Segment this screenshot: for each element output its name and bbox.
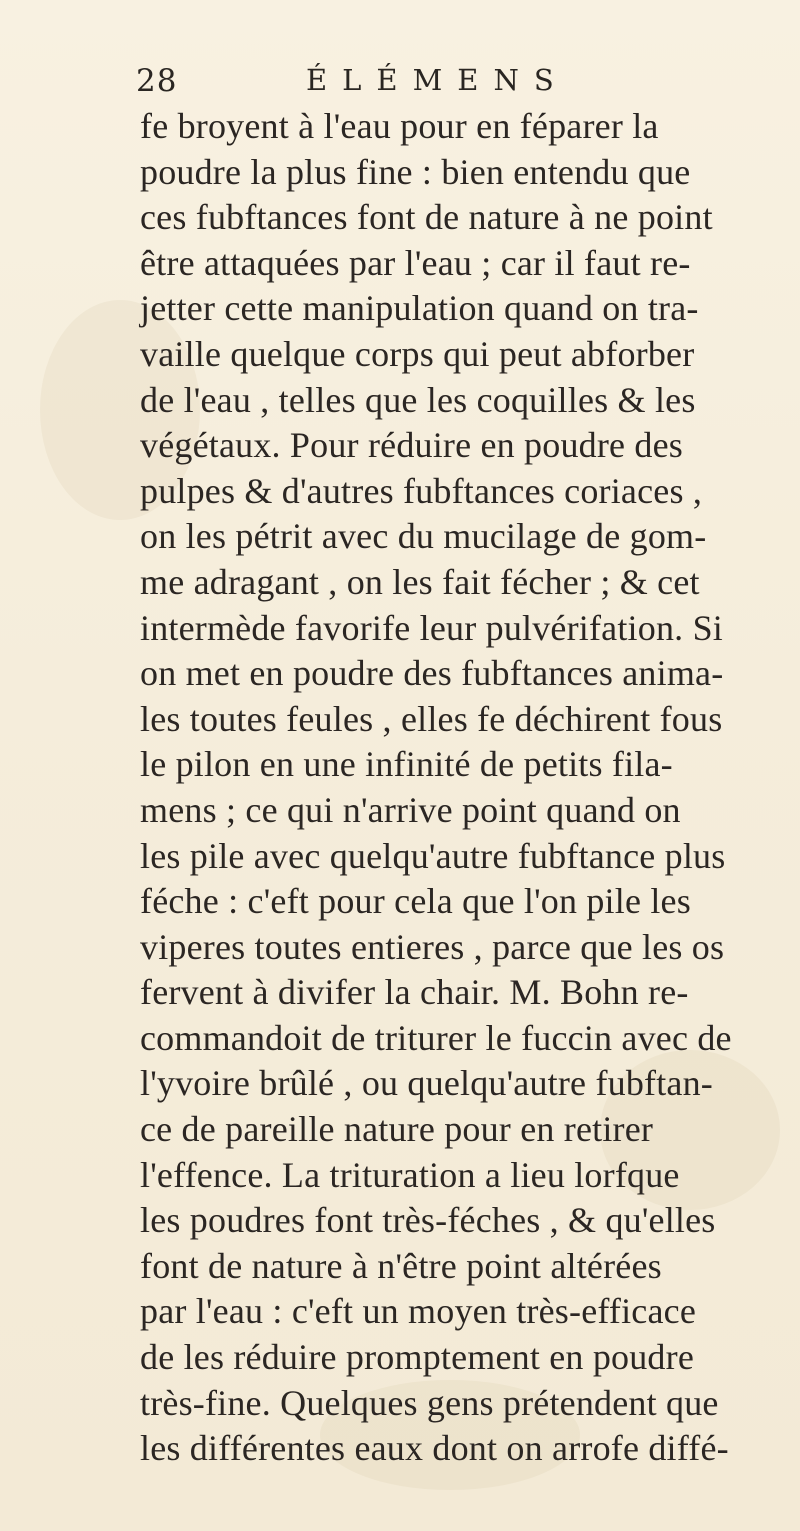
text-line: font de nature à n'être point altérées <box>140 1245 662 1286</box>
text-line: me adragant , on les fait fécher ; & cet <box>140 561 700 602</box>
text-line: être attaquées par l'eau ; car il faut re- <box>140 242 691 283</box>
text-line: le pilon en une infinité de petits fila- <box>140 744 673 785</box>
text-line: fervent à divifer la chair. M. Bohn re- <box>140 972 689 1013</box>
text-line: on met en poudre des fubftances anima- <box>140 653 724 694</box>
page-header <box>136 55 736 101</box>
text-line: très-fine. Quelques gens prétendent que <box>140 1382 719 1423</box>
text-line: par l'eau : c'eft un moyen très-efficace <box>140 1291 697 1332</box>
text-line: viperes toutes entieres , parce que les os <box>140 926 725 967</box>
text-line: féche : c'eft pour cela que l'on pile les <box>140 881 691 922</box>
text-line: commandoit de triturer le fuccin avec de <box>140 1017 732 1058</box>
text-line: les différentes eaux dont on arrofe diffé- <box>140 1428 729 1469</box>
text-line: de l'eau , telles que les coquilles & les <box>140 379 696 420</box>
text-line: on les pétrit avec du mucilage de gom- <box>140 516 707 557</box>
text-line: les toutes feules , elles fe déchirent fous <box>140 698 723 739</box>
text-line: de les réduire promptement en poudre <box>140 1337 695 1378</box>
text-line: fe broyent à l'eau pour en féparer la <box>140 106 659 146</box>
text-line: les pile avec quelqu'autre fubftance plus <box>140 835 726 876</box>
text-line: l'yvoire brûlé , ou quelqu'autre fubftan- <box>140 1063 713 1104</box>
text-line: poudre la plus fine : bien entendu que <box>140 151 691 192</box>
text-line: pulpes & d'autres fubftances coriaces , <box>140 470 703 511</box>
text-line: intermède favorife leur pulvérifation. Si <box>140 607 723 648</box>
text-line: ces fubftances font de nature à ne point <box>140 197 713 238</box>
text-line: les poudres font très-féches , & qu'elles <box>140 1200 716 1241</box>
running-head: ÉLÉMENS <box>306 63 569 97</box>
text-line: ce de pareille nature pour en retirer <box>140 1109 654 1150</box>
text-body <box>140 104 780 1472</box>
text-line: l'effence. La trituration a lieu lorfque <box>140 1154 680 1195</box>
page-number: 28 <box>136 63 178 99</box>
text-line: vaille quelque corps qui peut abforber <box>140 333 695 374</box>
text-line: jetter cette manipulation quand on tra- <box>140 288 699 329</box>
text-line: végétaux. Pour réduire en poudre des <box>140 425 684 466</box>
text-line: mens ; ce qui n'arrive point quand on <box>140 789 681 830</box>
